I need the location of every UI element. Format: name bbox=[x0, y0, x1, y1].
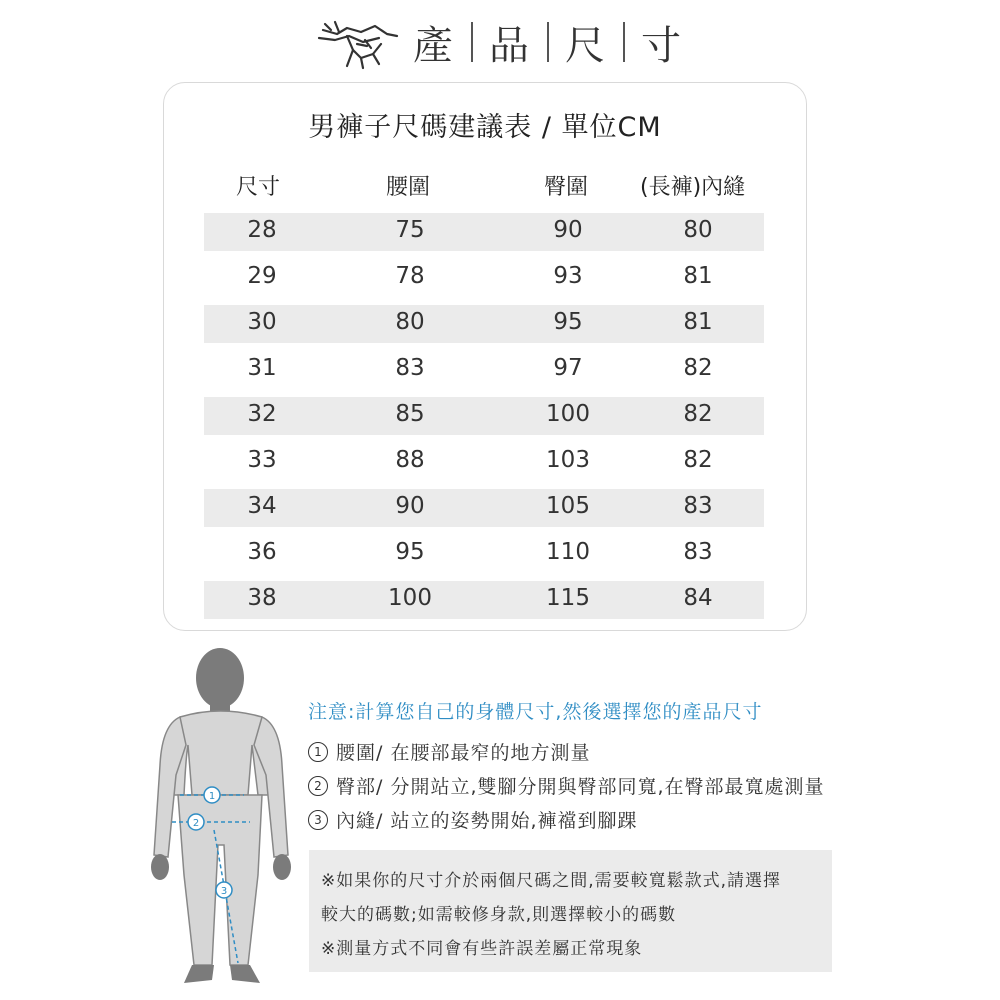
cell-size: 30 bbox=[247, 309, 277, 335]
title-divider bbox=[623, 22, 625, 62]
note-line: ※如果你的尺寸介於兩個尺碼之間,需要較寬鬆款式,請選擇 bbox=[321, 871, 782, 891]
step-text: 腰圍/ 在腰部最窄的地方測量 bbox=[336, 742, 591, 764]
table-row bbox=[204, 259, 764, 297]
title-char-2: 品 bbox=[489, 22, 531, 69]
column-header-waist: 腰圍 bbox=[386, 175, 431, 200]
cell-inseam: 83 bbox=[683, 539, 713, 565]
step-hip bbox=[308, 772, 825, 799]
cell-size: 38 bbox=[247, 585, 277, 611]
cell-inseam: 82 bbox=[683, 355, 713, 381]
cell-hip: 105 bbox=[546, 493, 590, 519]
cell-waist: 100 bbox=[388, 585, 432, 611]
cell-size: 36 bbox=[247, 539, 277, 565]
cell-waist: 85 bbox=[395, 401, 425, 427]
title-char-1: 產 bbox=[413, 22, 455, 69]
cell-hip: 115 bbox=[546, 585, 590, 611]
size-chart-card bbox=[163, 82, 807, 631]
body-measurement-figure-icon bbox=[140, 645, 305, 990]
page-title bbox=[413, 14, 683, 71]
column-header-size: 尺寸 bbox=[236, 175, 281, 200]
cell-waist: 83 bbox=[395, 355, 425, 381]
cell-hip: 90 bbox=[553, 217, 583, 243]
cell-hip: 93 bbox=[553, 263, 583, 289]
table-row bbox=[204, 213, 764, 251]
cell-waist: 75 bbox=[395, 217, 425, 243]
table-row bbox=[204, 351, 764, 389]
cell-hip: 110 bbox=[546, 539, 590, 565]
note-line: 較大的碼數;如需較修身款,則選擇較小的碼數 bbox=[321, 905, 677, 925]
cell-hip: 100 bbox=[546, 401, 590, 427]
cell-size: 32 bbox=[247, 401, 277, 427]
column-header-hip: 臀圍 bbox=[544, 175, 589, 200]
note-box bbox=[309, 850, 832, 972]
step-waist bbox=[308, 738, 590, 765]
cell-waist: 90 bbox=[395, 493, 425, 519]
table-row bbox=[204, 535, 764, 573]
title-char-4: 寸 bbox=[641, 22, 683, 69]
cell-size: 34 bbox=[247, 493, 277, 519]
step-number-icon: 3 bbox=[308, 810, 328, 830]
cell-inseam: 80 bbox=[683, 217, 713, 243]
marker-1-label: 1 bbox=[208, 791, 216, 802]
column-header-inseam: (長褲)內縫 bbox=[640, 175, 746, 200]
size-chart-title: 男褲子尺碼建議表 / 單位CM bbox=[308, 112, 662, 143]
page-header bbox=[0, 12, 1000, 72]
step-number-icon: 2 bbox=[308, 776, 328, 796]
marker-2-label: 2 bbox=[192, 818, 200, 829]
title-divider bbox=[547, 22, 549, 62]
cell-inseam: 81 bbox=[683, 309, 713, 335]
cell-waist: 95 bbox=[395, 539, 425, 565]
cell-inseam: 84 bbox=[683, 585, 713, 611]
cell-hip: 103 bbox=[546, 447, 590, 473]
cell-inseam: 83 bbox=[683, 493, 713, 519]
step-inseam bbox=[308, 806, 637, 833]
step-text: 內縫/ 站立的姿勢開始,褲襠到腳踝 bbox=[336, 810, 638, 832]
table-row bbox=[204, 397, 764, 435]
title-divider bbox=[471, 22, 473, 62]
step-text: 臀部/ 分開站立,雙腳分開與臀部同寬,在臀部最寬處測量 bbox=[336, 776, 825, 798]
cell-size: 33 bbox=[247, 447, 277, 473]
table-row bbox=[204, 443, 764, 481]
step-number-icon: 1 bbox=[308, 742, 328, 762]
arcteryx-bird-logo-icon bbox=[317, 14, 401, 70]
note-line: ※測量方式不同會有些許誤差屬正常現象 bbox=[321, 939, 643, 959]
table-row bbox=[204, 581, 764, 619]
table-row bbox=[204, 489, 764, 527]
cell-waist: 88 bbox=[395, 447, 425, 473]
cell-waist: 78 bbox=[395, 263, 425, 289]
cell-size: 28 bbox=[247, 217, 277, 243]
title-char-3: 尺 bbox=[565, 22, 607, 69]
cell-inseam: 82 bbox=[683, 401, 713, 427]
marker-3-label: 3 bbox=[220, 886, 228, 897]
cell-inseam: 82 bbox=[683, 447, 713, 473]
cell-size: 29 bbox=[247, 263, 277, 289]
cell-size: 31 bbox=[247, 355, 277, 381]
cell-hip: 95 bbox=[553, 309, 583, 335]
cell-waist: 80 bbox=[395, 309, 425, 335]
cell-inseam: 81 bbox=[683, 263, 713, 289]
note-title: 注意:計算您自己的身體尺寸,然後選擇您的產品尺寸 bbox=[308, 701, 763, 723]
table-row bbox=[204, 305, 764, 343]
cell-hip: 97 bbox=[553, 355, 583, 381]
